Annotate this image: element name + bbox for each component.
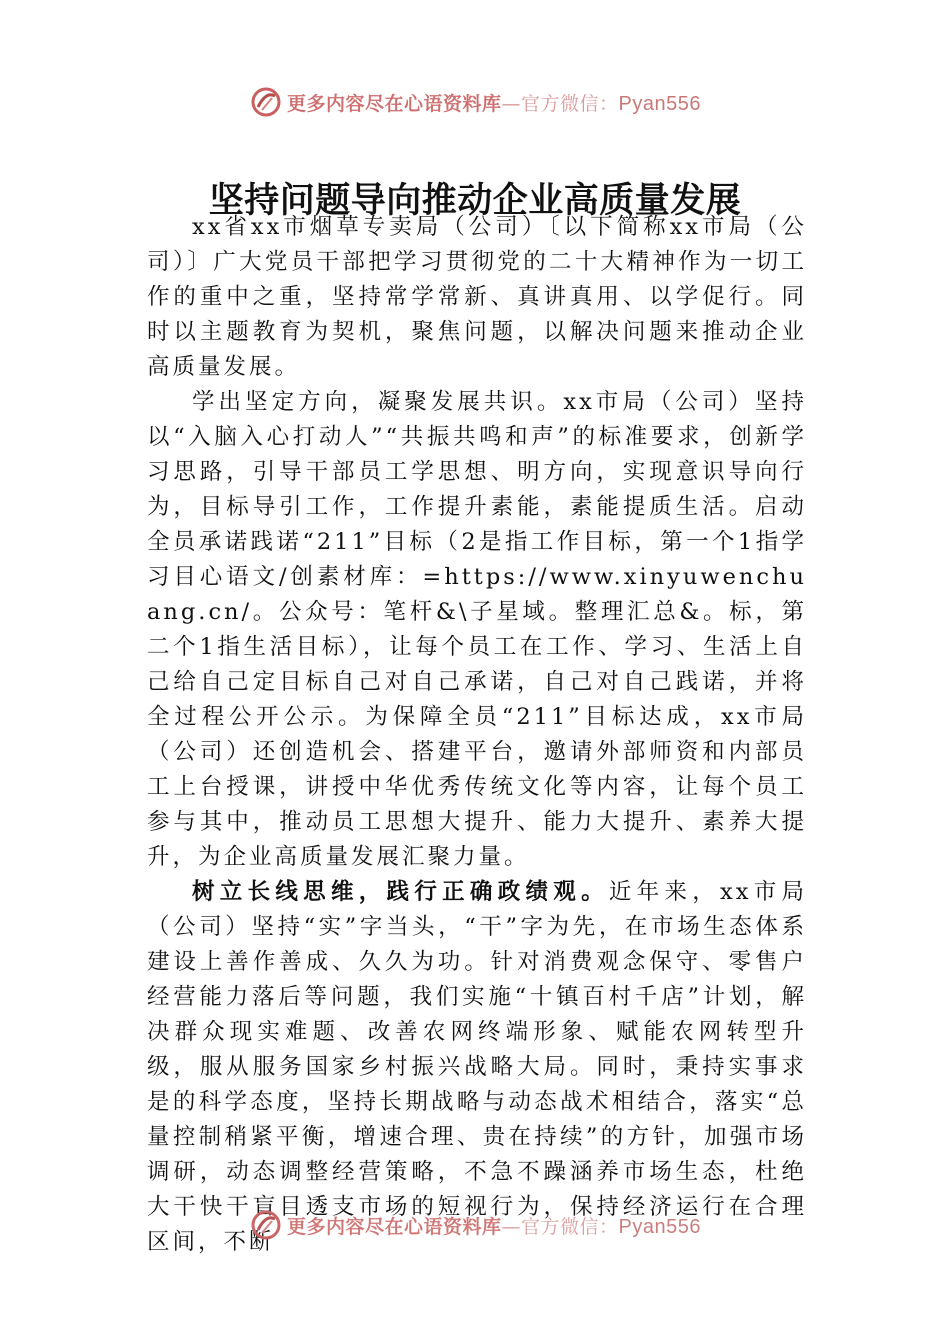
- watermark-wechat-label: 官方微信：: [521, 1215, 619, 1238]
- paragraph-text: 学出坚定方向，凝聚发展共识。xx市局（公司）坚持以“入脑入心打动人”“共振共鸣和声”的标准要求，创新学习思路，引导干部员工学思想、明方向，实现意识导向行为，目标导引工作，工作提升素能，素能提质生活。启动全员承诺践诺“211”目标（2是指工作目标，第一个1指学习目心语文/创素材库：=https://www.xinyuwenchuang.cn/。公众号：笔杆&\子星域。整理汇总&。标，第二个1指生活目标），让每个员工在工作、学习、生活上自己给自己定目标自己对自己承诺，自己对自己践诺，并将全过程公开公示。为保障全员“211”目标达成，xx市局（公司）还创造机会、搭建平台，邀请外部师资和内部员工上台授课，讲授中华优秀传统文化等内容，让每个员工参与其中，推动员工思想大提升、能力大提升、素养大提升，为企业高质量发展汇聚力量。: [147, 389, 807, 870]
- watermark-text: [287, 89, 701, 116]
- watermark-separator: —: [501, 92, 522, 115]
- paragraph-text: 近年来，xx市局（公司）坚持“实”字当头，“干”字为先，在市场生态体系建设上善作善成、久久为功。针对消费观念保守、零售户经营能力落后等问题，我们实施“十镇百村千店”计划，解决群众现实难题、改善农网终端形象、赋能农网转型升级，服从服务国家乡村振兴战略大局。同时，秉持实事求是的科学态度，坚持长期战略与动态战术相结合，落实“总量控制稍紧平衡，增速合理、贵在持续”的方针，加强市场调研，动态调整经营策略，不急不躁涵养市场生态，杜绝大干快干盲目透支市场的短视行为，保持经济运行在合理区间，不断: [147, 879, 807, 1255]
- watermark-banner-bottom: [0, 1203, 950, 1239]
- document-title: 坚持问题导向推动企业高质量发展: [208, 180, 742, 222]
- brand-logo-icon: [249, 85, 283, 119]
- watermark-separator: —: [501, 1215, 522, 1238]
- watermark-wechat-id: Pyan556: [618, 92, 701, 115]
- watermark-brand: 更多内容尽在心语资料库: [287, 1215, 502, 1238]
- watermark-wechat-id: Pyan556: [618, 1215, 701, 1238]
- paragraph-lead: 树立长线思维，践行正确政绩观。: [192, 879, 609, 905]
- paragraph-text: xx省xx市烟草专卖局（公司）〔以下简称xx市局（公司）〕广大党员干部把学习贯彻党的二十大精神作为一切工作的重中之重，坚持常学常新、真讲真用、以学促行。同时以主题教育为契机，聚焦问题，以解决问题来推动企业高质量发展。: [147, 214, 807, 380]
- paragraph-1: [147, 210, 807, 385]
- brand-logo-icon: [249, 1208, 283, 1242]
- paragraph-2: [147, 385, 807, 875]
- watermark-banner-top: [0, 82, 950, 122]
- watermark-brand: 更多内容尽在心语资料库: [287, 92, 502, 115]
- watermark-wechat-label: 官方微信：: [521, 92, 619, 115]
- watermark-text: [287, 1212, 701, 1239]
